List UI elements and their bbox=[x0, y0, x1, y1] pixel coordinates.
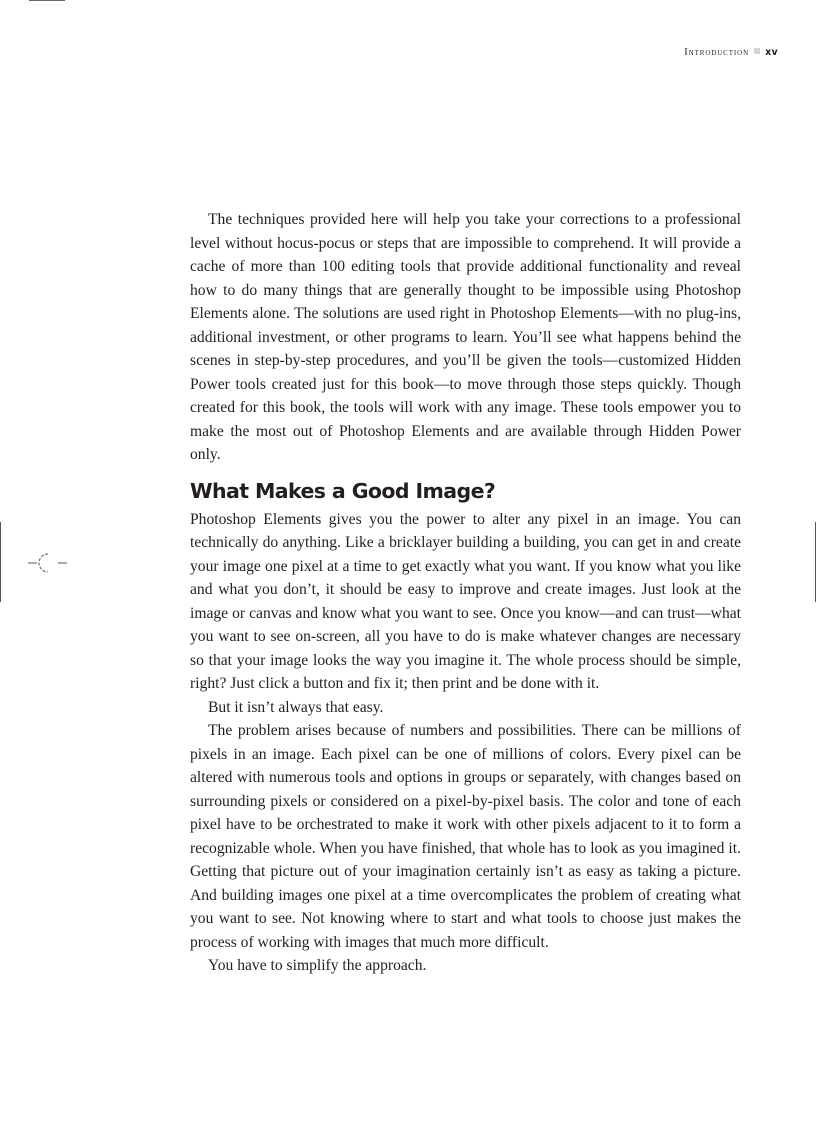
running-head-section: Introduction bbox=[684, 47, 750, 58]
page-body bbox=[190, 208, 741, 978]
section-paragraph-2: But it isn’t always that easy. bbox=[208, 698, 384, 716]
registration-mark-icon bbox=[28, 552, 68, 574]
intro-paragraph: The techniques provided here will help you take your corrections to a professional level without hocus-pocus or steps that are impossible to comprehend. It will provide a cache of more than 100 editing tools that provide additional functionality and reveal how to do many things that are generally thought to be impossible using Photoshop Elements alone. The solutions are used right in Photoshop Elements—with no plug-ins, additional investment, or other programs to learn. You’ll see what happens behind the scenes in step-by-step procedures, and you’ll be given the tools—customized Hidden Power tools created just for this book—to move through those steps quickly. Though created for this book, the tools will work with any image. These tools empower you to make the most out of Photoshop Elements and are available through Hidden Power only. bbox=[190, 211, 741, 463]
page-number: xv bbox=[765, 47, 778, 58]
section-heading: What Makes a Good Image? bbox=[190, 478, 496, 503]
crop-mark-top bbox=[29, 0, 65, 1]
registration-line-left bbox=[0, 522, 1, 602]
separator-square-icon bbox=[754, 48, 760, 54]
section-paragraph-1: Photoshop Elements gives you the power to alter any pixel in an image. You can technically do anything. Like a bricklayer building a building, you can get in and create your image one pixel at a time to get exactly what you want. If you know what you like and what you don’t, it should be easy to improve and create images. Just look at the image or canvas and know what you want to see. Once you know—and can trust—what you want to see on-screen, all you have to do is make whatever changes are necessary so that your image looks the way you imagine it. The whole process should be simple, right? Just click a button and fix it; then print and be done with it. bbox=[190, 510, 741, 692]
section-paragraph-4: You have to simplify the approach. bbox=[208, 957, 427, 974]
section-paragraph-3: The problem arises because of numbers and possibilities. There can be millions of pixels in an image. Each pixel can be one of millions of colors. Every pixel can be altered with numerous tools and options in groups or separately, with changes based on surrounding pixels or considered on a pixel-by-pixel basis. The color and tone of each pixel have to be orchestrated to make it work with other pixels adjacent to it to form a recognizable whole. When you have finished, that whole has to look as you imagined it. Getting that picture out of your imagination certainly isn’t as easy as taking a picture. And building images one pixel at a time overcomplicates the problem of creating what you want to see. Not knowing where to start and what tools to choose just makes the process of working with images that much more difficult. bbox=[190, 722, 741, 951]
running-head bbox=[684, 47, 778, 58]
